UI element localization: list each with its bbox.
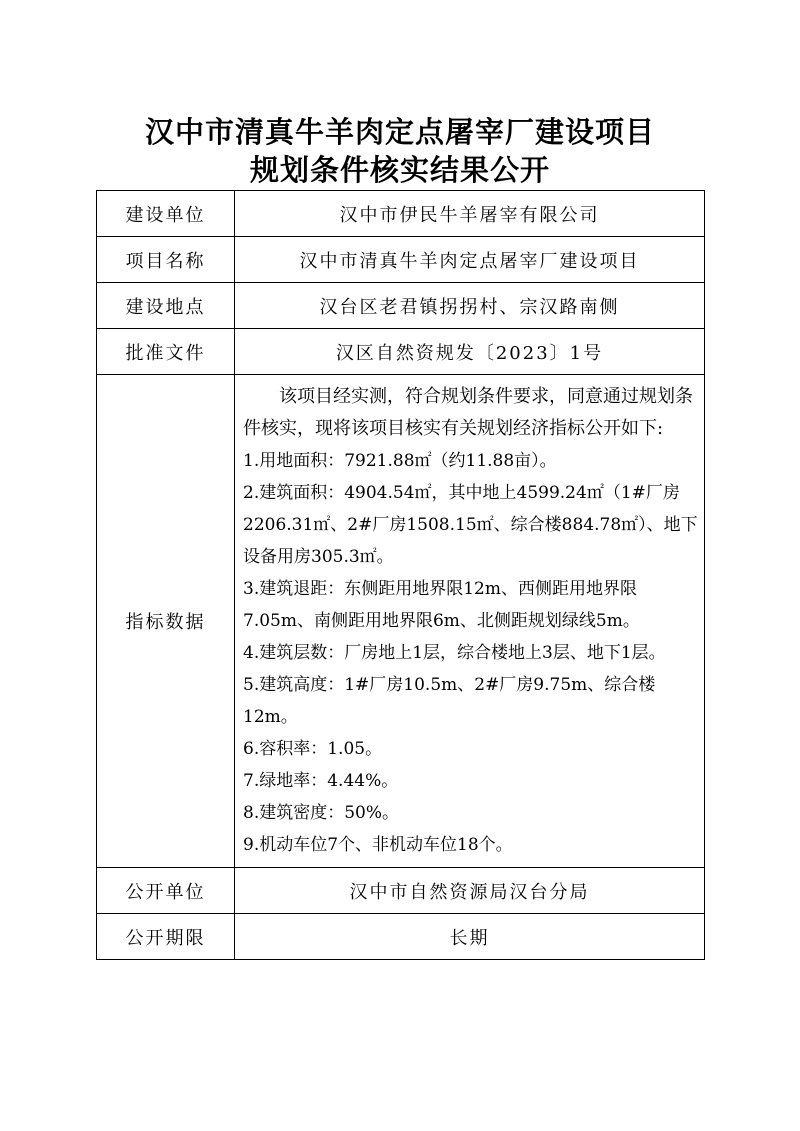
label-indicators: 指标数据 <box>97 375 235 868</box>
table-row-approval-document <box>97 329 705 375</box>
label-approval-document: 批准文件 <box>97 329 235 375</box>
value-publishing-unit: 汉中市自然资源局汉台分局 <box>235 868 705 914</box>
document-title-line-1: 汉中市清真牛羊肉定点屠宰厂建设项目 <box>144 115 655 149</box>
project-info-table <box>96 190 705 960</box>
indicator-item: 6.容积率：1.05。 <box>243 739 383 759</box>
table-row-publishing-period <box>97 914 705 960</box>
indicator-item: 9.机动车位7个、非机动车位18个。 <box>243 835 513 855</box>
indicator-item: 5.建筑高度：1#厂房10.5m、2#厂房9.75m、综合楼12m。 <box>243 675 656 727</box>
value-construction-unit: 汉中市伊民牛羊屠宰有限公司 <box>235 191 705 237</box>
indicator-item: 1.用地面积：7921.88㎡（约11.88亩）。 <box>243 451 557 471</box>
value-construction-site: 汉台区老君镇拐拐村、宗汉路南侧 <box>235 283 705 329</box>
table-row-construction-unit <box>97 191 705 237</box>
indicator-item: 7.绿地率：4.44%。 <box>243 771 399 791</box>
value-approval-document: 汉区自然资规发〔2023〕1号 <box>235 329 705 375</box>
indicator-item: 2.建筑面积：4904.54㎡，其中地上4599.24㎡（1#厂房2206.31㎡、2#厂房1508.15㎡、综合楼884.78㎡）、地下设备用房305.3㎡。 <box>243 483 698 567</box>
indicator-item: 3.建筑退距：东侧距用地界限12m、西侧距用地界限7.05m、南侧距用地界限6m、北侧距规划绿线5m。 <box>243 579 640 631</box>
value-project-name: 汉中市清真牛羊肉定点屠宰厂建设项目 <box>235 237 705 283</box>
label-construction-unit: 建设单位 <box>97 191 235 237</box>
indicators-intro: 该项目经实测，符合规划条件要求，同意通过规划条件核实，现将该项目核实有关规划经济指标公开如下: <box>243 386 693 439</box>
indicator-item: 8.建筑密度：50%。 <box>243 803 400 823</box>
label-construction-site: 建设地点 <box>97 283 235 329</box>
value-indicators <box>235 375 705 868</box>
label-project-name: 项目名称 <box>97 237 235 283</box>
table-row-construction-site <box>97 283 705 329</box>
document-title-line-2: 规划条件核实结果公开 <box>249 153 550 187</box>
table-row-project-name <box>97 237 705 283</box>
table-row-indicators <box>97 375 705 868</box>
value-publishing-period: 长期 <box>235 914 705 960</box>
label-publishing-period: 公开期限 <box>97 914 235 960</box>
indicator-item: 4.建筑层数：厂房地上1层，综合楼地上3层、地下1层。 <box>243 643 666 663</box>
label-publishing-unit: 公开单位 <box>97 868 235 914</box>
table-row-publishing-unit <box>97 868 705 914</box>
